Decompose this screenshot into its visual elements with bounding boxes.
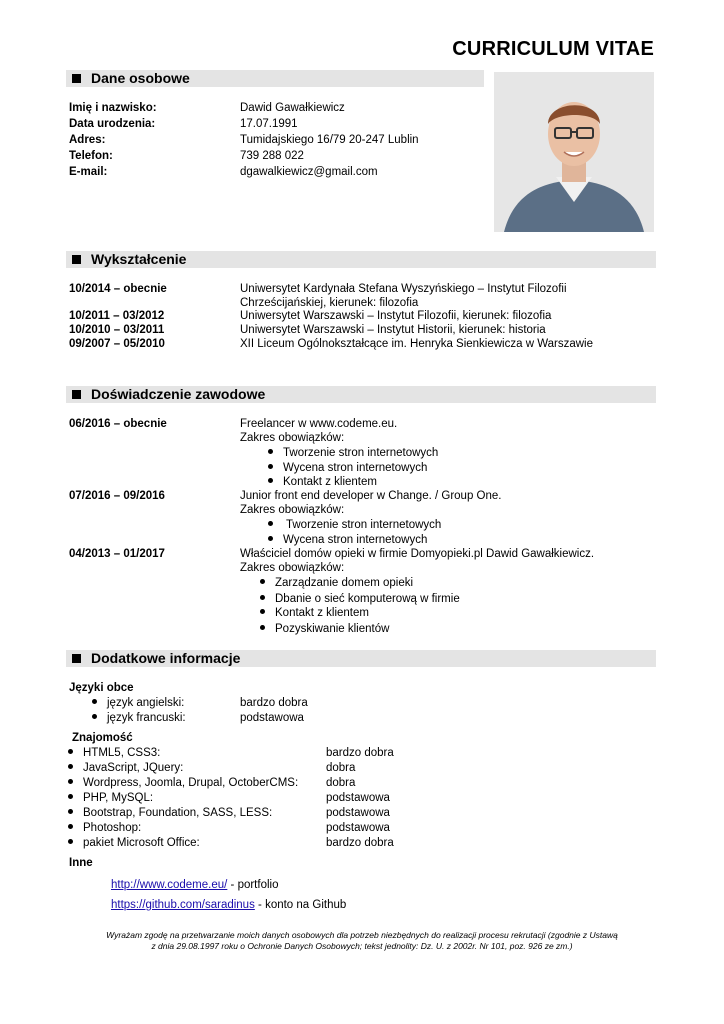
portfolio-desc: - portfolio <box>227 879 279 891</box>
list-item: Zarządzanie domem opieki <box>260 576 413 590</box>
skill-level: dobra <box>326 762 356 774</box>
bullet-icon <box>260 579 265 584</box>
skill-level: podstawowa <box>326 807 390 819</box>
list-item: język francuski: <box>92 711 186 725</box>
bullet-icon <box>68 839 73 844</box>
education-entry-cont: Chrześcijańskiej, kierunek: filozofia <box>240 297 419 309</box>
document-title: CURRICULUM VITAE <box>452 38 654 60</box>
bullet-icon <box>68 779 73 784</box>
duties-label: Zakres obowiązków: <box>240 504 345 516</box>
experience-role: Freelancer w www.codeme.eu. <box>240 418 398 430</box>
list-item: Wordpress, Joomla, Drupal, OctoberCMS: <box>68 776 298 790</box>
list-item: Kontakt z klientem <box>268 475 377 489</box>
list-item: Wycena stron internetowych <box>268 533 427 547</box>
list-item: JavaScript, JQuery: <box>68 761 183 775</box>
section-title: Dodatkowe informacje <box>91 650 241 666</box>
label-address: Adres: <box>69 134 106 146</box>
education-entry: Uniwersytet Kardynała Stefana Wyszyńskiego – Instytut Filozofii <box>240 283 567 295</box>
list-item: Tworzenie stron internetowych <box>268 446 438 460</box>
bullet-icon <box>260 609 265 614</box>
skill-level: bardzo dobra <box>326 747 394 759</box>
education-entry: XII Liceum Ogólnokształcące im. Henryka Sienkiewicza w Warszawie <box>240 338 594 350</box>
list-item: język angielski: <box>92 696 184 710</box>
bullet-icon <box>68 749 73 754</box>
section-title: Dane osobowe <box>91 70 190 86</box>
section-education-header <box>66 251 656 268</box>
section-title: Doświadczenie zawodowe <box>91 386 266 402</box>
experience-period: 04/2013 – 01/2017 <box>69 548 165 560</box>
section-experience-header <box>66 386 656 403</box>
experience-role: Junior front end developer w Change. / Group One. <box>240 490 502 502</box>
bullet-icon <box>260 595 265 600</box>
bullet-icon <box>268 478 273 483</box>
value-address: Tumidajskiego 16/79 20-247 Lublin <box>240 134 419 146</box>
bullet-icon <box>92 699 97 704</box>
square-bullet-icon <box>72 654 81 663</box>
bullet-icon <box>68 764 73 769</box>
label-email: E-mail: <box>69 166 108 178</box>
profile-photo <box>494 72 654 232</box>
bullet-icon <box>68 794 73 799</box>
experience-role: Właściciel domów opieki w firmie Domyopieki.pl Dawid Gawałkiewicz. <box>240 548 595 560</box>
list-item: Bootstrap, Foundation, SASS, LESS: <box>68 806 272 820</box>
bullet-icon <box>92 714 97 719</box>
portfolio-link[interactable]: http://www.codeme.eu/ <box>111 879 228 891</box>
skill-level: podstawowa <box>326 792 390 804</box>
bullet-icon <box>68 809 73 814</box>
other-heading: Inne <box>69 857 93 869</box>
bullet-icon <box>268 536 273 541</box>
experience-period: 06/2016 – obecnie <box>69 418 167 430</box>
label-name: Imię i nazwisko: <box>69 102 157 114</box>
duties-label: Zakres obowiązków: <box>240 562 345 574</box>
value-name: Dawid Gawałkiewicz <box>240 102 345 114</box>
consent-line: Wyrażam zgodę na przetwarzanie moich danych osobowych dla potrzeb niezbędnych do realizacji procesu rekrutacji (zgodnie z Ustawą <box>106 930 618 940</box>
language-level: bardzo dobra <box>240 697 308 709</box>
language-level: podstawowa <box>240 712 304 724</box>
label-birthdate: Data urodzenia: <box>69 118 156 130</box>
education-period: 10/2010 – 03/2011 <box>69 324 165 336</box>
bullet-icon <box>268 521 273 526</box>
list-item: Dbanie o sieć komputerową w firmie <box>260 592 460 606</box>
section-title: Wykształcenie <box>91 251 187 267</box>
section-personal-header <box>66 70 484 87</box>
duties-label: Zakres obowiązków: <box>240 432 345 444</box>
list-item: PHP, MySQL: <box>68 791 153 805</box>
gdpr-consent-clause <box>60 930 664 952</box>
value-birthdate: 17.07.1991 <box>240 118 298 130</box>
github-link[interactable]: https://github.com/saradinus <box>111 899 255 911</box>
value-email: dgawalkiewicz@gmail.com <box>240 166 378 178</box>
list-item: HTML5, CSS3: <box>68 746 160 760</box>
skill-level: podstawowa <box>326 822 390 834</box>
experience-period: 07/2016 – 09/2016 <box>69 490 165 502</box>
value-phone: 739 288 022 <box>240 150 304 162</box>
bullet-icon <box>268 449 273 454</box>
person-portrait-icon <box>494 72 654 232</box>
languages-heading: Języki obce <box>69 682 134 694</box>
education-entry: Uniwersytet Warszawski – Instytut Historii, kierunek: historia <box>240 324 546 336</box>
education-period: 10/2014 – obecnie <box>69 283 167 295</box>
square-bullet-icon <box>72 74 81 83</box>
education-entry: Uniwersytet Warszawski – Instytut Filozofii, kierunek: filozofia <box>240 310 552 322</box>
bullet-icon <box>68 824 73 829</box>
bullet-icon <box>268 464 273 469</box>
github-desc: - konto na Github <box>254 899 347 911</box>
list-item: pakiet Microsoft Office: <box>68 836 200 850</box>
list-item: Pozyskiwanie klientów <box>260 622 389 636</box>
label-phone: Telefon: <box>69 150 113 162</box>
list-item: Wycena stron internetowych <box>268 461 427 475</box>
list-item: Kontakt z klientem <box>260 606 369 620</box>
bullet-icon <box>260 625 265 630</box>
portfolio-line <box>111 878 278 892</box>
square-bullet-icon <box>72 255 81 264</box>
list-item: Tworzenie stron internetowych <box>268 518 441 532</box>
education-period: 10/2011 – 03/2012 <box>69 310 165 322</box>
consent-line: z dnia 29.08.1997 roku o Ochronie Danych Osobowych; tekst jednolity: Dz. U. z 2002r. Nr 101, poz. 926 ze zm.) <box>151 941 573 951</box>
skills-heading: Znajomość <box>72 732 133 744</box>
github-line <box>111 898 346 912</box>
skill-level: dobra <box>326 777 356 789</box>
square-bullet-icon <box>72 390 81 399</box>
skill-level: bardzo dobra <box>326 837 394 849</box>
list-item: Photoshop: <box>68 821 141 835</box>
section-additional-header <box>66 650 656 667</box>
education-period: 09/2007 – 05/2010 <box>69 338 165 350</box>
